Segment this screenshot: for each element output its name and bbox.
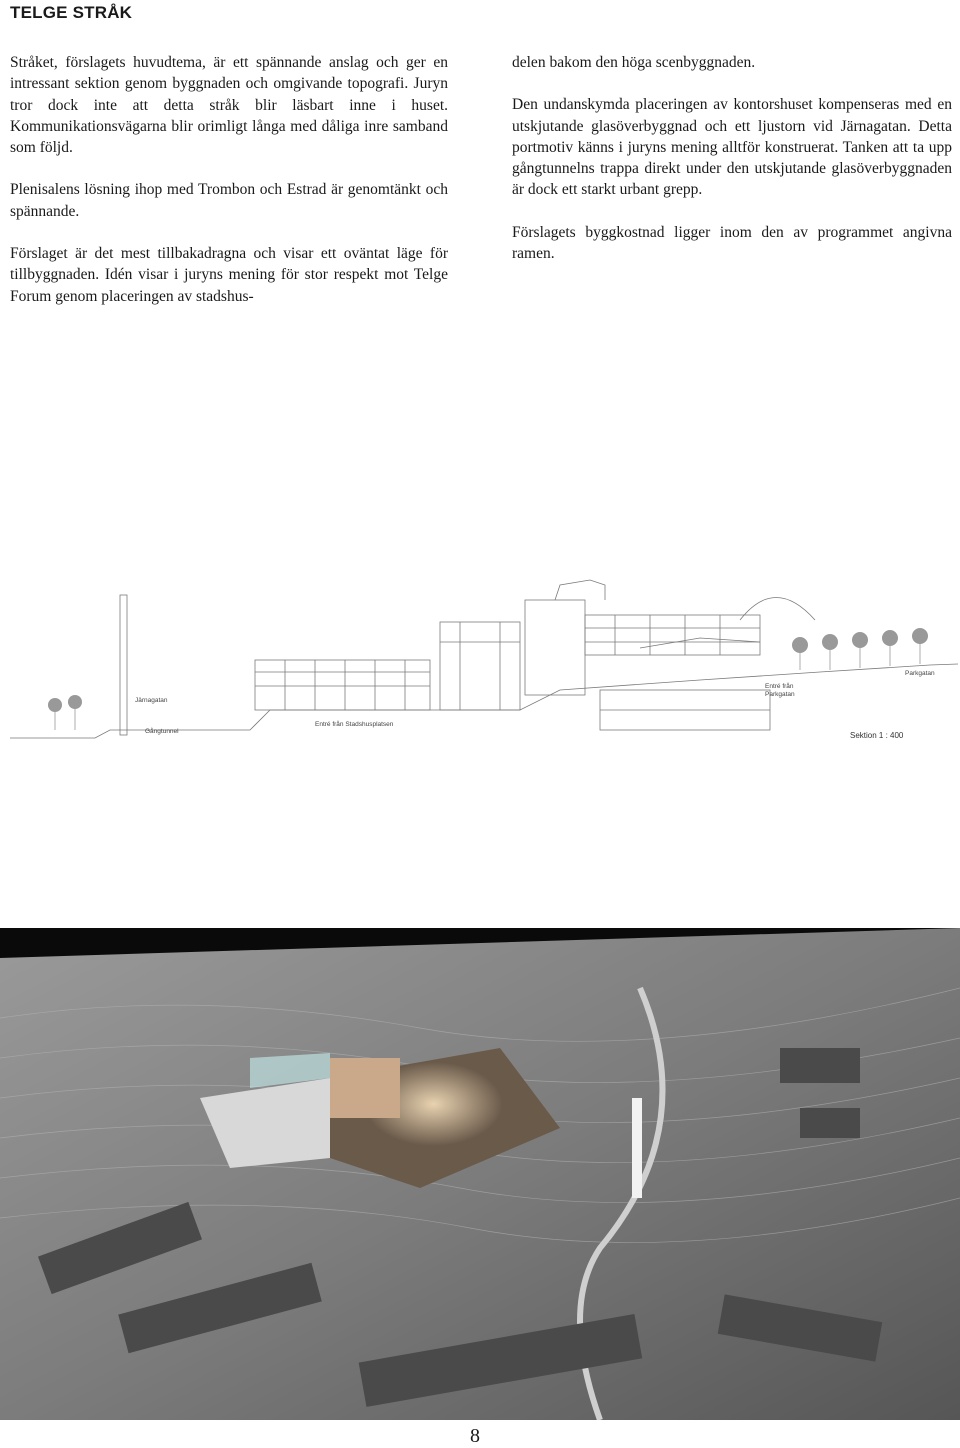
paragraph: delen bakom den höga scenbyggnaden. — [512, 54, 756, 71]
dome-shape — [740, 598, 815, 621]
glass-hall — [255, 660, 430, 710]
label-gangtunnel: Gångtunnel — [145, 728, 179, 735]
right-building — [585, 615, 760, 655]
label-entre-parkgatan-2: Parkgatan — [765, 691, 795, 698]
page-number: 8 — [470, 1425, 480, 1447]
label-scale: Sektion 1 : 400 — [850, 731, 904, 740]
label-entre-stadshusplatsen: Entré från Stadshusplatsen — [315, 721, 394, 728]
label-entre-parkgatan-1: Entré från — [765, 683, 794, 690]
tower-block — [330, 1058, 400, 1118]
paragraph: Förslagets byggkostnad ligger inom den av programmet angivna ramen. — [512, 223, 952, 263]
section-heading: TELGE STRÅK — [10, 3, 133, 22]
left-text-column — [10, 52, 448, 328]
model-photo-svg — [0, 928, 960, 1420]
label-parkgatan: Parkgatan — [905, 670, 935, 677]
label-jarnagatan: Järnagatan — [135, 697, 168, 704]
paragraph: Stråket, förslagets huvudtema, är ett spännande anslag och ger en intressant sektion genom byggnaden och omgivande topografi. Juryn tror dock inte att detta stråk blir läsbart inne i huset. Kommunikationsvägarna blir orimligt långa med dåliga inre samband som följd. — [10, 54, 448, 157]
glass-roof — [640, 638, 760, 648]
paragraph: Förslaget är det mest tillbakadragna och visar ett oväntat läge för tillbyggnaden. Idén visar i juryns mening för stor respekt mot Telge Forum genom placeringen av stadshus- — [10, 245, 448, 305]
paragraph: Den undanskymda placeringen av kontorshuset kompenseras med en utskjutande glasöverbyggnad och ett ljustorn vid Järnagatan. Detta portmotiv känns i juryns mening alltför konstruerat. Tanken att ta upp gångtunnelns trappa direkt under den utskjutande glasöverbyggnaden är dock ett starkt urbant grepp. — [512, 96, 952, 199]
section-drawing — [0, 560, 960, 760]
model-photo — [0, 928, 960, 1420]
chimney-shape — [120, 595, 127, 735]
right-text-column — [512, 52, 952, 285]
light-tower — [632, 1098, 642, 1198]
section-drawing-svg — [0, 560, 960, 760]
paragraph: Plenisalens lösning ihop med Trombon och Estrad är genomtänkt och spännande. — [10, 181, 448, 220]
office-block — [525, 600, 585, 695]
trees — [48, 628, 928, 712]
stage-tower — [440, 622, 520, 710]
